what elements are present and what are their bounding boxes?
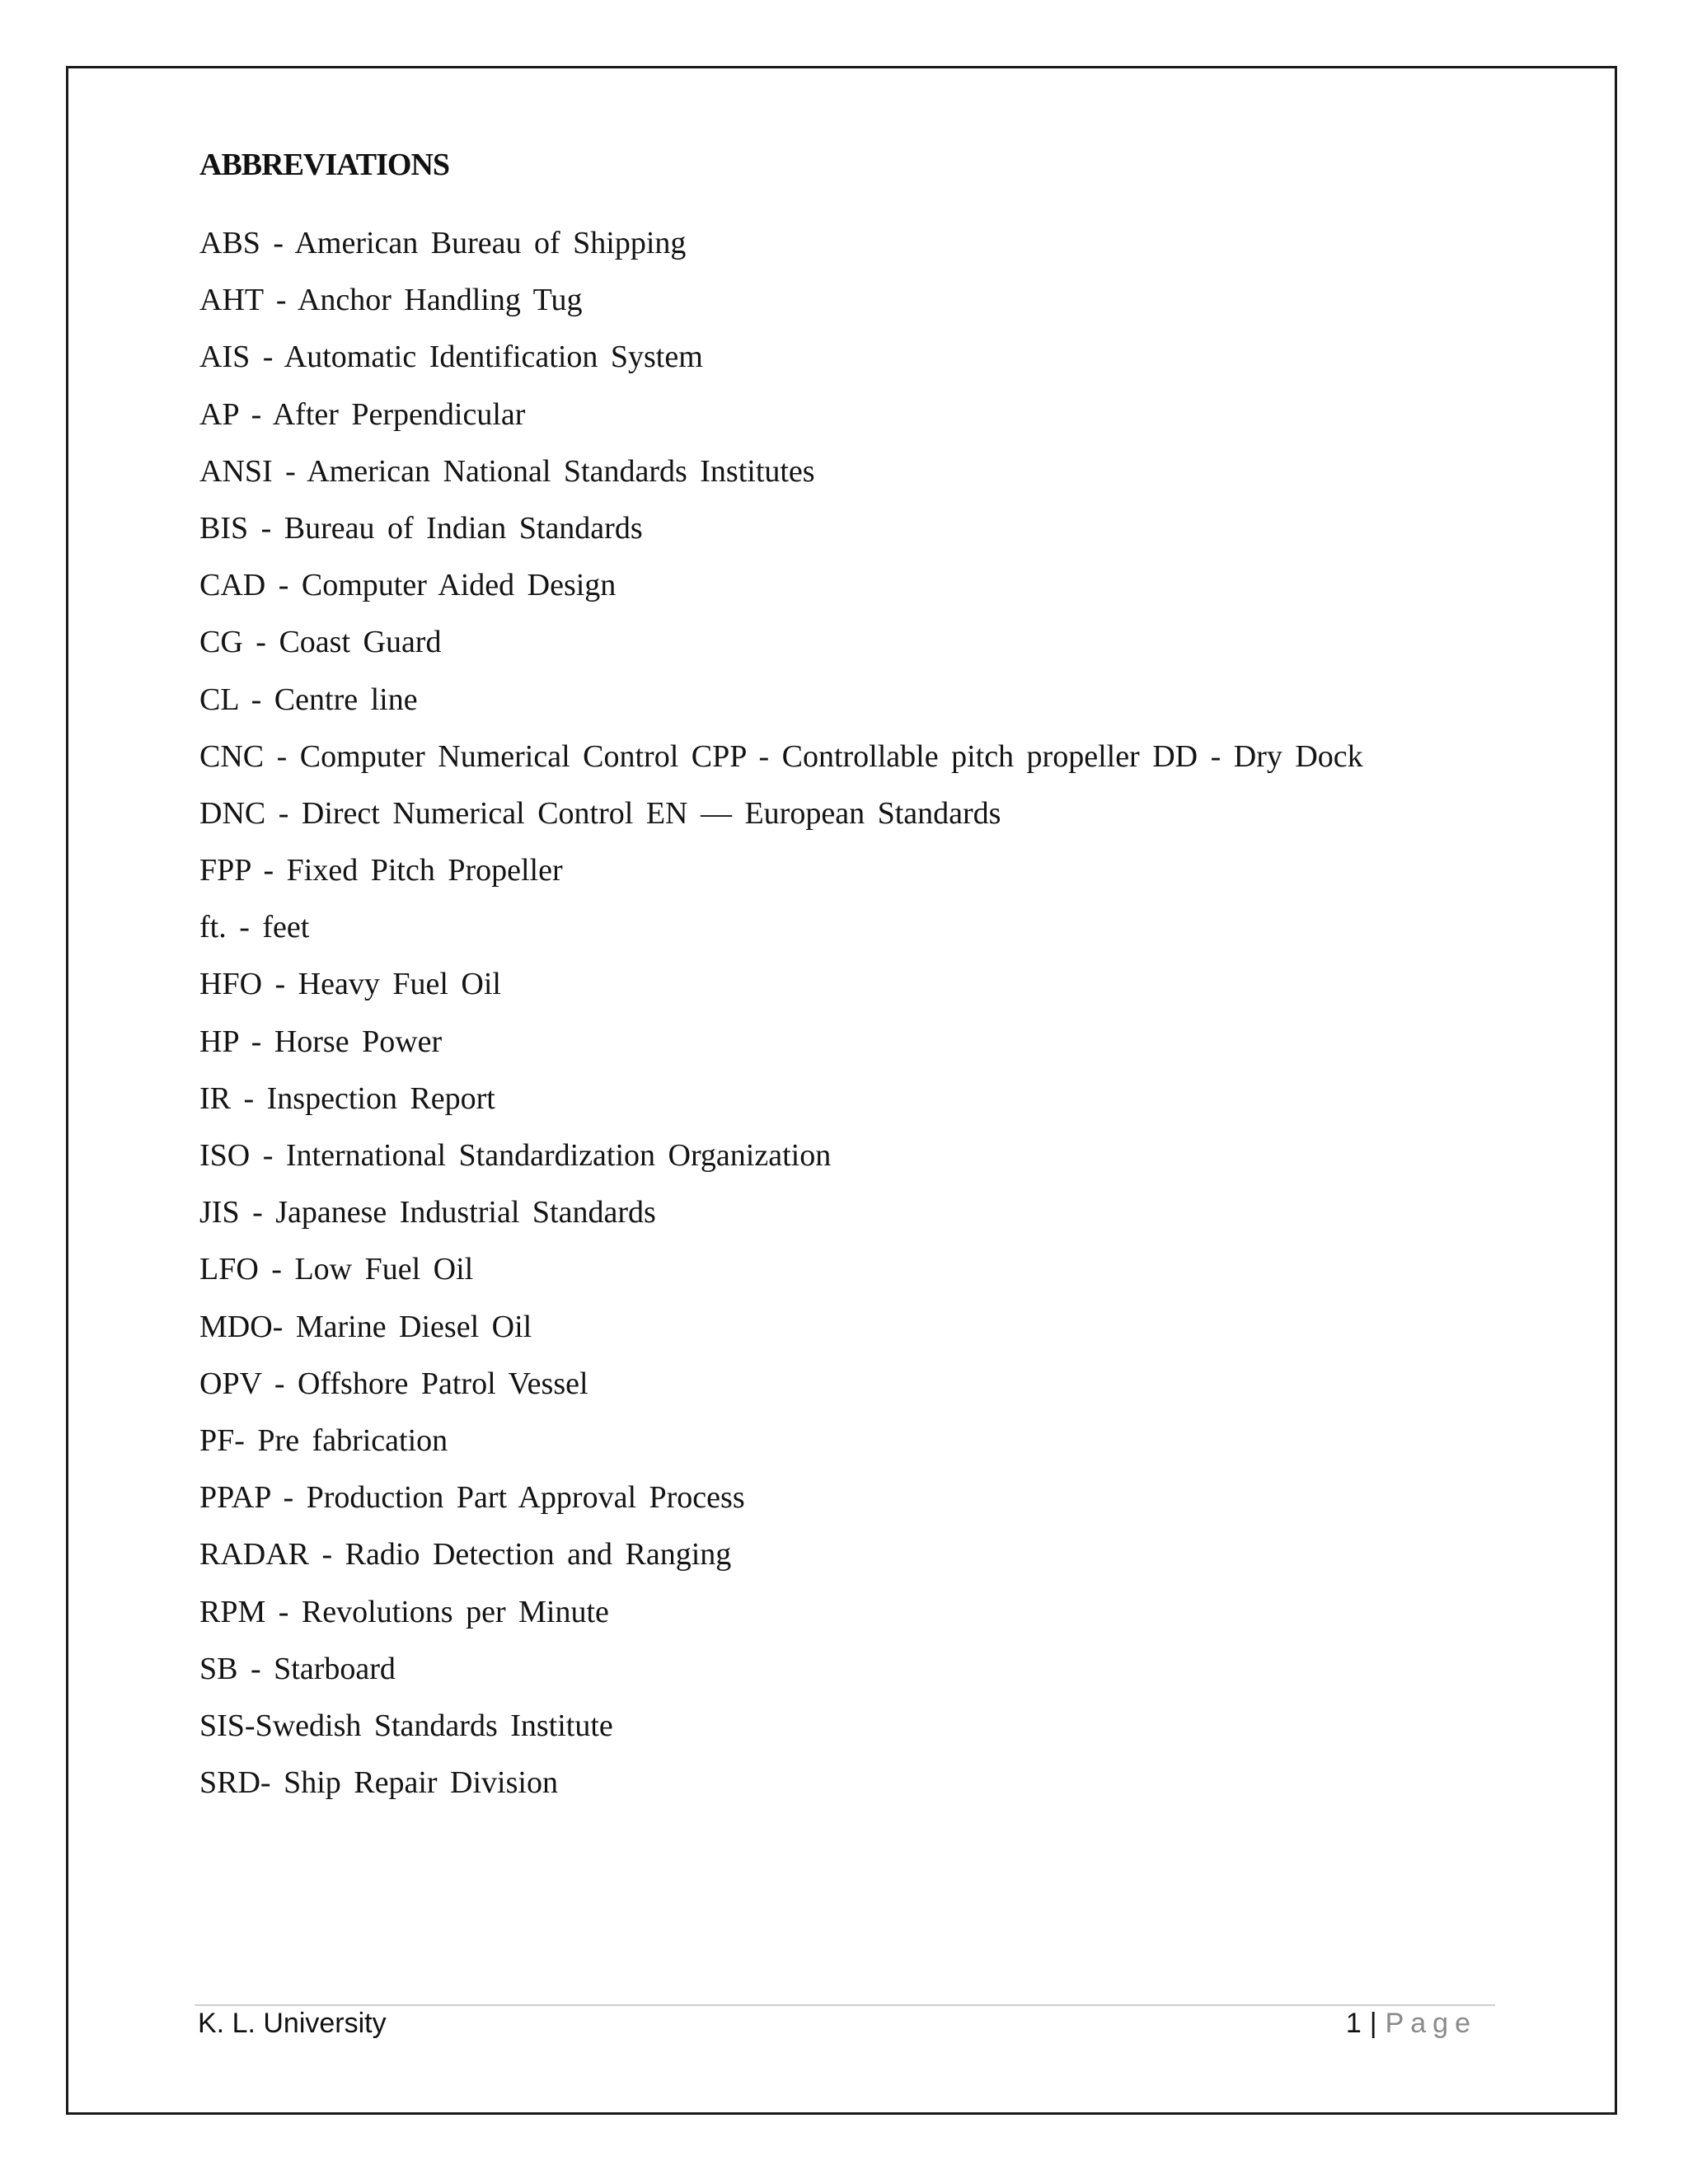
abbreviation-entry: MDO- Marine Diesel Oil	[199, 1309, 532, 1344]
abbreviation-entry: JIS - Japanese Industrial Standards	[199, 1195, 656, 1230]
abbreviation-entry: AHT - Anchor Handling Tug	[199, 283, 583, 318]
abbreviation-entry: SB - Starboard	[199, 1651, 396, 1686]
abbreviation-entry: ISO - International Standardization Organization	[199, 1138, 832, 1173]
footer-divider	[195, 2004, 1495, 2006]
abbreviation-entry: CL - Centre line	[199, 682, 418, 717]
abbreviation-entry: RPM - Revolutions per Minute	[199, 1594, 609, 1629]
abbreviation-entry: LFO - Low Fuel Oil	[199, 1252, 474, 1287]
abbreviation-entry: SRD- Ship Repair Division	[199, 1765, 558, 1801]
abbreviation-entry: HP - Horse Power	[199, 1024, 443, 1059]
abbreviation-entry: PF- Pre fabrication	[199, 1422, 448, 1458]
abbreviation-entry: CAD - Computer Aided Design	[199, 568, 617, 603]
footer-page-indicator	[1346, 2008, 1477, 2040]
abbreviation-entry: ANSI - American National Standards Institutes	[199, 453, 815, 489]
abbreviation-entry: DNC - Direct Numerical Control EN — European Standards	[199, 795, 1001, 831]
abbreviation-entry: ABS - American Bureau of Shipping	[199, 226, 687, 260]
section-heading: ABBREVIATIONS	[199, 148, 450, 182]
abbreviation-entry: CNC - Computer Numerical Control CPP - Controllable pitch propeller DD - Dry Dock	[199, 738, 1363, 774]
abbreviation-entry: ft. - feet	[199, 910, 310, 945]
abbreviation-entry: OPV - Offshore Patrol Vessel	[199, 1366, 588, 1401]
abbreviation-entry: RADAR - Radio Detection and Ranging	[199, 1537, 732, 1572]
abbreviation-entry: PPAP - Production Part Approval Process	[199, 1480, 745, 1516]
footer-institution: K. L. University	[198, 2008, 387, 2039]
page-label: Page	[1385, 2008, 1477, 2039]
abbreviation-entry: AIS - Automatic Identification System	[199, 340, 703, 375]
abbreviation-entry: AP - After Perpendicular	[199, 396, 526, 432]
abbreviation-entry: SIS-Swedish Standards Institute	[199, 1708, 613, 1743]
abbreviation-entry: IR - Inspection Report	[199, 1080, 495, 1116]
abbreviation-entry: HFO - Heavy Fuel Oil	[199, 967, 501, 1002]
abbreviation-entry: FPP - Fixed Pitch Propeller	[199, 853, 563, 888]
abbreviation-entry: BIS - Bureau of Indian Standards	[199, 510, 643, 546]
abbreviation-list	[199, 221, 1363, 1817]
page-number: 1	[1345, 2008, 1362, 2039]
page-separator: |	[1369, 2008, 1377, 2039]
abbreviation-entry: CG - Coast Guard	[199, 625, 442, 660]
